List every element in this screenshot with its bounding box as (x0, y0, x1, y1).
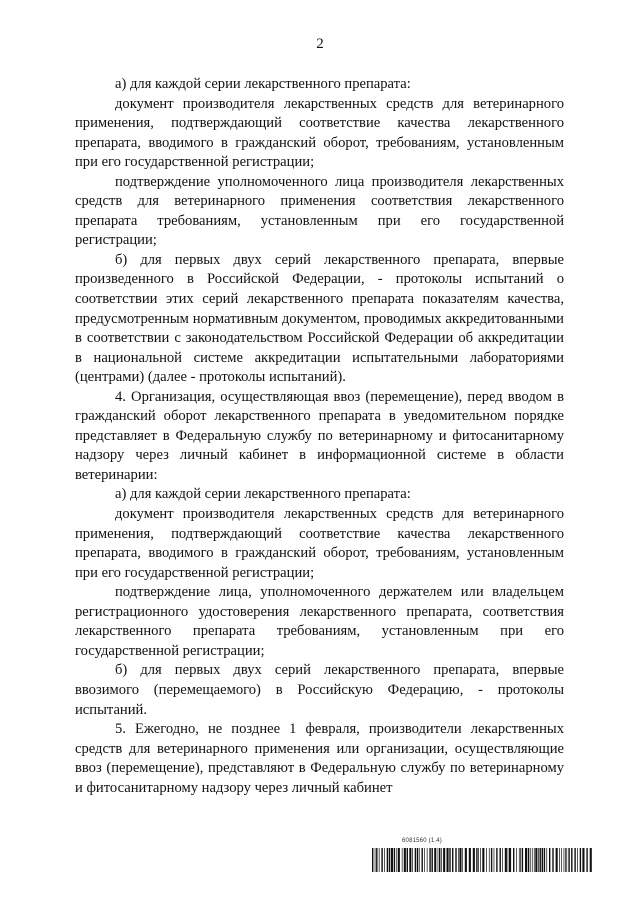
document-body (75, 75, 564, 798)
document-code: 6081560 (1.4) (402, 838, 442, 844)
paragraph: б) для первых двух серий лекарственного препарата, впервые ввозимого (перемещаемого) в Российскую Федерацию, - протоколы испытаний. (75, 662, 564, 718)
paragraph: а) для каждой серии лекарственного препарата: (115, 76, 411, 92)
paragraph: документ производителя лекарственных средств для ветеринарного применения, подтверждающий соответствие качества лекарственного препарата, вводимого в гражданский оборот, требованиям, установленным при его государственной регистрации; (75, 506, 564, 581)
paragraph: б) для первых двух серий лекарственного препарата, впервые произведенного в Российской Федерации, - протоколы испытаний о соответствии этих серий лекарственного препарата показателям качества, предусмотренным нормативным документом, проводимых аккредитованными в соответствии с законодательством Российской Федерации об аккредитации в национальной системе аккредитации испытательными лабораториями (центрами) (далее - протоколы испытаний). (75, 251, 564, 386)
paragraph: подтверждение уполномоченного лица производителя лекарственных средств для ветеринарного применения соответствия лекарственного препарата требованиям, установленным при его государственной регистрации; (75, 173, 564, 249)
paragraph: 4. Организация, осуществляющая ввоз (перемещение), перед вводом в гражданский оборот лекарственного препарата в уведомительном порядке представляет в Федеральную службу по ветеринарному и фитосанитарному надзору через личный кабинет в информационной системе в области ветеринарии: (75, 388, 564, 483)
barcode-icon (372, 848, 594, 872)
paragraph: документ производителя лекарственных средств для ветеринарного применения, подтверждающий соответствие качества лекарственного препарата, вводимого в гражданский оборот, требованиям, установленным при его государственной регистрации; (75, 95, 564, 171)
paragraph: подтверждение лица, уполномоченного держателем или владельцем регистрационного удостоверения лекарственного препарата, соответствия лекарственного препарата требованиям, установленным при его государственной регистрации; (75, 584, 564, 659)
page-number: 2 (316, 36, 324, 52)
paragraph: 5. Ежегодно, не позднее 1 февраля, производители лекарственных средств для ветеринарного применения или организации, осуществляющие ввоз (перемещение), представляют в Федеральную службу по ветеринарному и фитосанитарному надзору через личный кабинет (75, 721, 564, 796)
paragraph: а) для каждой серии лекарственного препарата: (115, 486, 411, 503)
